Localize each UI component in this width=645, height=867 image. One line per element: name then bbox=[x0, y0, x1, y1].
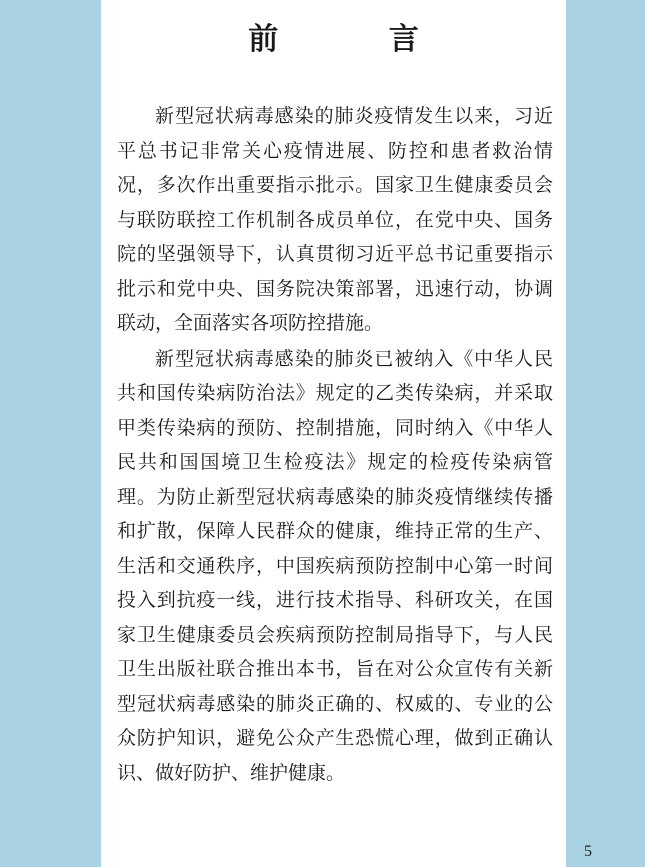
page-number: 5 bbox=[584, 843, 592, 860]
paragraph-1: 新型冠状病毒感染的肺炎疫情发生以来，习近平总书记非常关心疫情进展、防控和患者救治情况，多次作出重要指示批示。国家卫生健康委员会与联防联控工作机制各成员单位，在党中央、国务院的坚强领导下，认真贯彻习近平总书记重要指示批示和党中央、国务院决策部署，迅速行动，协调联动，全面落实各项防控措施。 bbox=[117, 105, 553, 334]
paragraph-2: 新型冠状病毒感染的肺炎已被纳入《中华人民共和国传染病防治法》规定的乙类传染病，并采取甲类传染病的预防、控制措施，同时纳入《中华人民共和国国境卫生检疫法》规定的检疫传染病管理。为防止新型冠状病毒感染的肺炎疫情继续传播和扩散，保障人民群众的健康，维持正常的生产、生活和交通秩序，中国疾病预防控制中心第一时间投入到抗疫一线，进行技术指导、科研攻关，在国家卫生健康委员会疾病预防控制局指导下，与人民卫生出版社联合推出本书，旨在对公众宣传有关新型冠状病毒感染的肺炎正确的、权威的、专业的公众防护知识，避免公众产生恐慌心理，做到正确认识、做好防护、维护健康。 bbox=[117, 347, 553, 784]
page-title: 前 言 bbox=[248, 22, 469, 57]
body-text bbox=[117, 99, 553, 790]
right-side-band bbox=[566, 0, 645, 867]
document-page bbox=[101, 0, 566, 867]
left-side-band bbox=[0, 0, 101, 867]
